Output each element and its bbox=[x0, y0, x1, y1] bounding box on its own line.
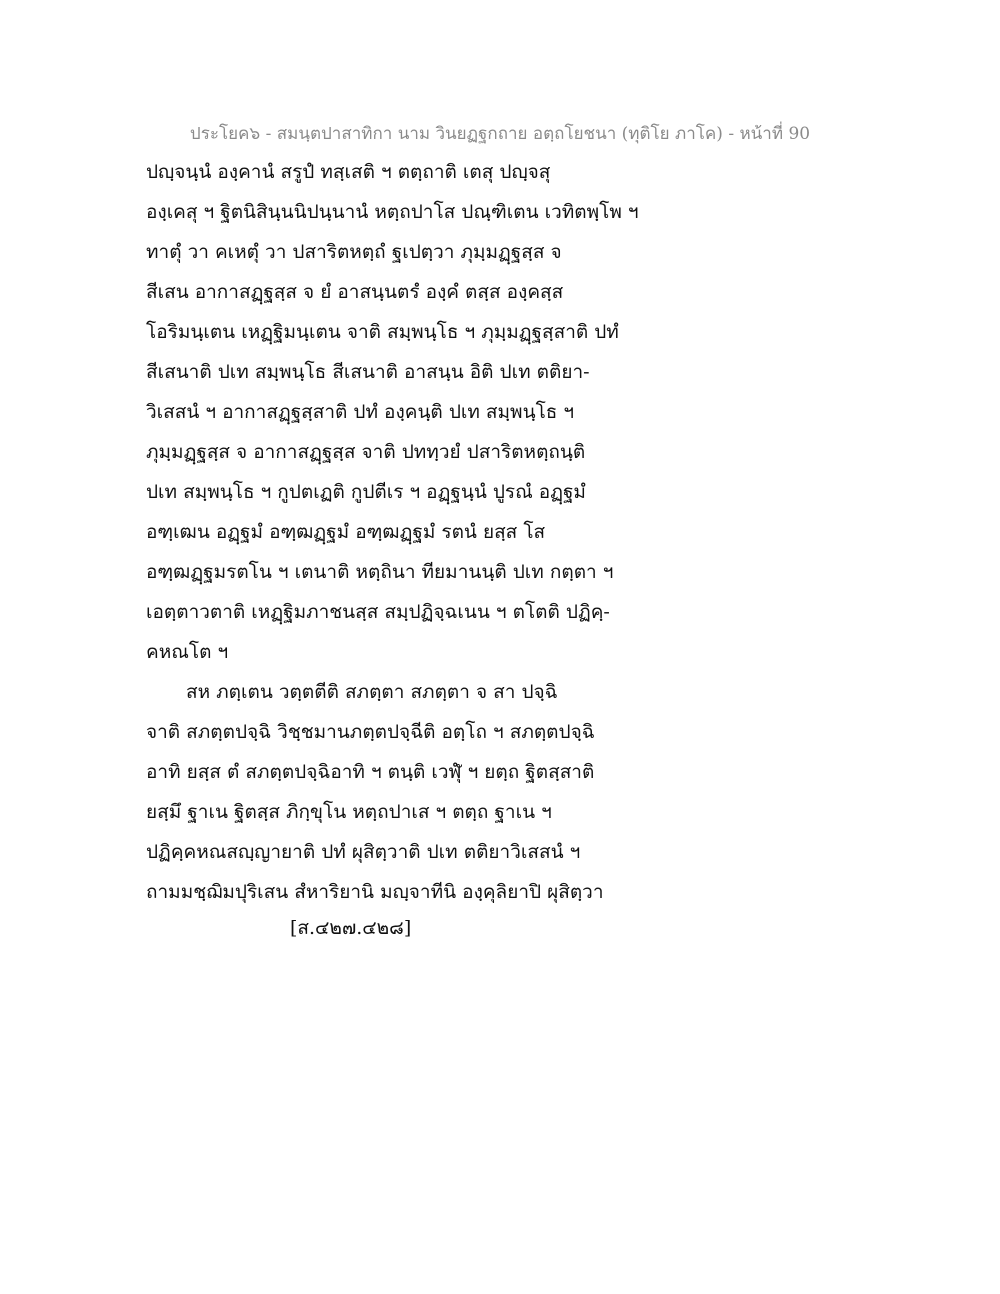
text-line: ถามมชฺฌิมปุริเสน สํหาริยานิ มญฺจาทีนิ องฺคุลิยาปิ ผุสิตฺวา bbox=[146, 881, 604, 903]
text-line: จาติ สภตฺตปจฺฉิ วิชฺชมานภตฺตปจฺฉีติ อตฺโถ ฯ สภตฺตปจฺฉิ bbox=[146, 721, 595, 743]
text-line: สีเสนาติ ปเท สมฺพนฺโธ สีเสนาติ อาสนฺน อิติ ปเท ตติยา- bbox=[146, 361, 590, 383]
text-line: วิเสสนํ ฯ อากาสฏฺฐสฺสาติ ปทํ องฺคนฺติ ปเท สมฺพนฺโธ ฯ bbox=[146, 401, 575, 423]
text-line: อาทิ ยสฺส ตํ สภตฺตปจฺฉิอาทิ ฯ ตนฺติ เวฬุํ ฯ ยตฺถ ฐิตสฺสาติ bbox=[146, 761, 595, 783]
text-line: เอตฺตาวตาติ เหฏฺฐิมภาชนสฺส สมฺปฏิจฺฉเนน ฯ ตโตติ ปฏิคฺ- bbox=[146, 601, 610, 623]
text-line: ยสฺมึ ฐาเน ฐิตสฺส ภิกฺขุโน หตฺถปาเส ฯ ตตฺถ ฐาเน ฯ bbox=[146, 801, 552, 823]
page-reference: [ส.๔๒๗.๔๒๘] bbox=[290, 917, 412, 939]
text-line: ทาตุํ วา คเหตุํ วา ปสาริตหตฺถํ ฐเปตฺวา ภุมฺมฏฺฐสฺส จ bbox=[146, 241, 562, 263]
text-line: คหณโต ฯ bbox=[146, 641, 229, 663]
text-line: ปเท สมฺพนฺโธ ฯ กูปตเฏติ กูปตีเร ฯ อฏฺฐนฺนํ ปูรณํ อฏฺฐมํ bbox=[146, 481, 586, 503]
paragraph-first-line: สห ภตฺเตน วตฺตตีติ สภตฺตา สภตฺตา จ สา ปจฺฉิ bbox=[186, 681, 558, 703]
text-line: ปญฺจนฺนํ องฺคานํ สรูปํ ทสฺเสติ ฯ ตตฺถาติ เตสุ ปญฺจสุ bbox=[146, 161, 551, 183]
page-header: ประโยค๖ - สมนฺตปาสาทิกา นาม วินยฏฐกถาย อตฺถโยชนา (ทุติโย ภาโค) - หน้าที่ 90 bbox=[189, 124, 811, 144]
text-line: อฑฺฒฏฺฐมรตโน ฯ เตนาติ หตฺถินา ทียมานนฺติ ปเท กตฺตา ฯ bbox=[146, 561, 614, 583]
text-line: สีเสน อากาสฏฺฐสฺส จ ยํ อาสนฺนตรํ องฺคํ ตสฺส องฺคสฺส bbox=[146, 281, 564, 303]
text-line: ภุมฺมฏฺฐสฺส จ อากาสฏฺฐสฺส จาติ ปททฺวยํ ปสาริตหตฺถนฺติ bbox=[146, 441, 586, 463]
text-line: ปฏิคฺคหณสญฺญายาติ ปทํ ผุสิตฺวาติ ปเท ตติยาวิเสสนํ ฯ bbox=[146, 841, 581, 863]
body-text bbox=[146, 152, 866, 912]
text-line: อฑฺเฒน อฏฺฐมํ อฑฺฒฏฺฐมํ อฑฺฒฏฺฐมํ รตนํ ยสฺส โส bbox=[146, 521, 546, 543]
text-line: องฺเคสุ ฯ ฐิตนิสินฺนนิปนฺนานํ หตฺถปาโส ปณฺฑิเตน เวทิตพฺโพ ฯ bbox=[146, 201, 639, 223]
text-line: โอริมนฺเตน เหฏฺฐิมนฺเตน จาติ สมฺพนฺโธ ฯ ภุมฺมฏฺฐสฺสาติ ปทํ bbox=[146, 321, 619, 343]
